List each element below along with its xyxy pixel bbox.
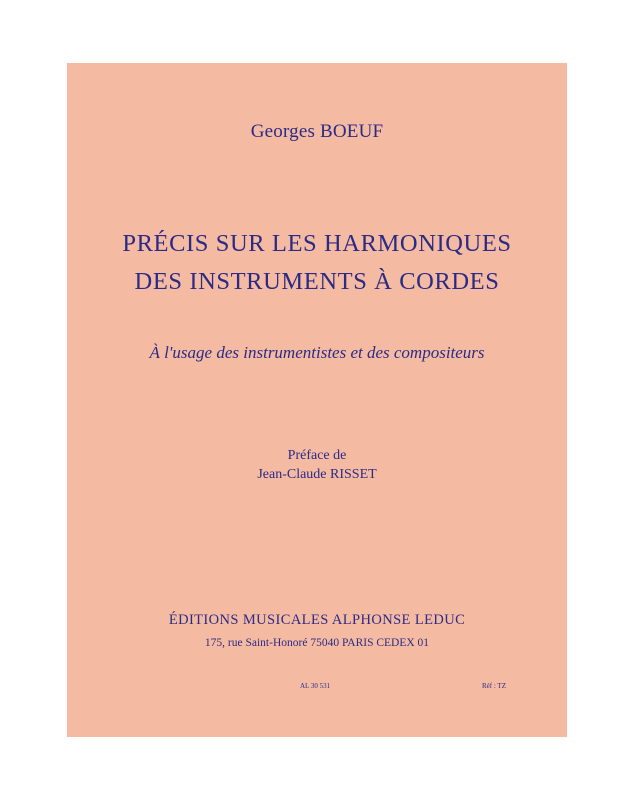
subtitle: À l'usage des instrumentistes et des compositeurs (149, 343, 485, 362)
reference-code: Réf : TZ (482, 682, 506, 690)
title-line-2: DES INSTRUMENTS À CORDES (134, 268, 500, 295)
author-name: Georges BOEUF (250, 121, 384, 142)
publisher-name: ÉDITIONS MUSICALES ALPHONSE LEDUC (168, 612, 466, 628)
preface-author: Jean-Claude RISSET (257, 467, 377, 482)
book-cover (67, 63, 567, 737)
catalog-number: AL 30 531 (300, 682, 331, 690)
publisher-address: 175, rue Saint-Honoré 75040 PARIS CEDEX 01 (204, 637, 430, 649)
title-line-1: PRÉCIS SUR LES HARMONIQUES (122, 230, 512, 257)
preface-label: Préface de (287, 448, 347, 463)
